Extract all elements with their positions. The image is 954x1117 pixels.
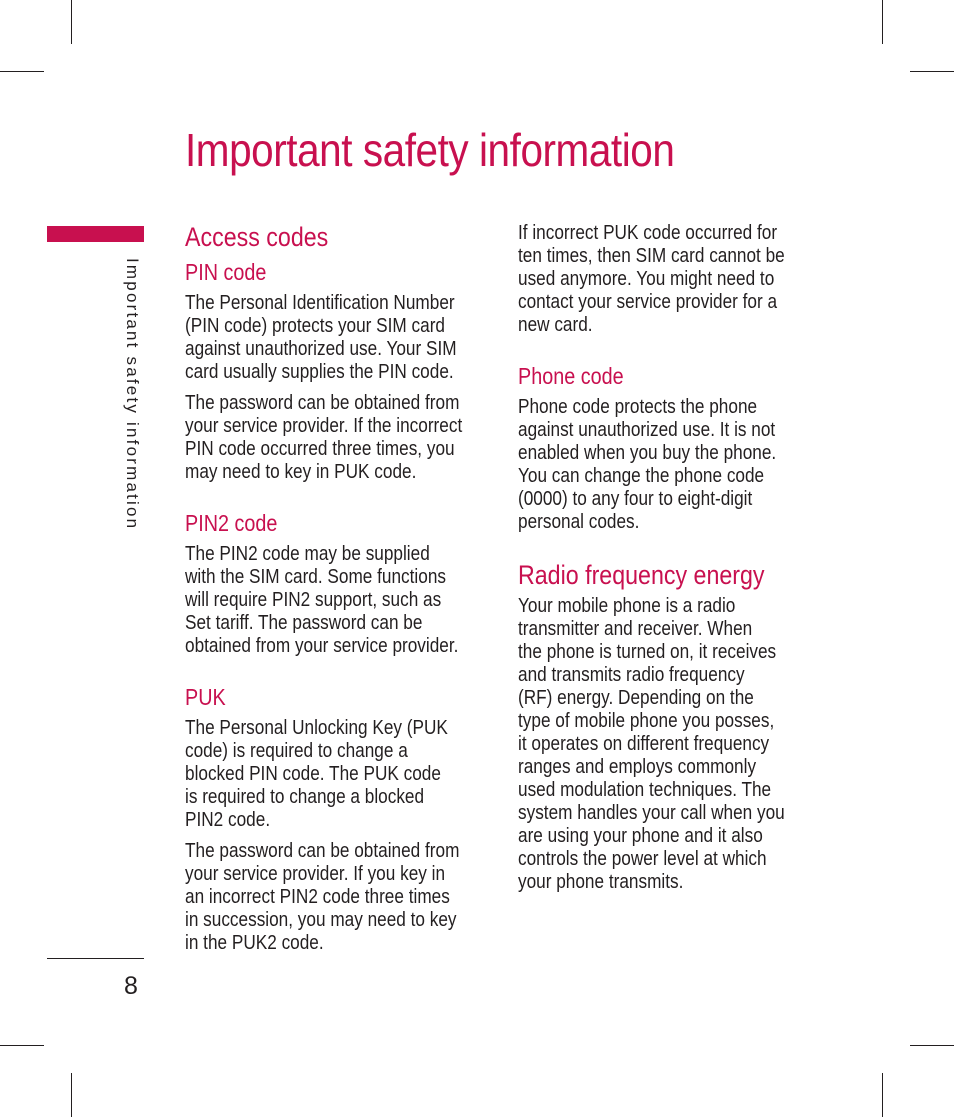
crop-mark <box>910 71 954 72</box>
paragraph: The password can be obtained from your service provider. If you key in an incorrect PIN2 code three times in succession, you may need to key in the PUK2 code. <box>185 840 460 954</box>
puk-continued-section <box>518 222 858 337</box>
crop-mark <box>882 1073 883 1117</box>
heading-phone-code: Phone code <box>518 363 624 389</box>
phone-code-section <box>518 361 858 534</box>
crop-mark <box>71 1073 72 1117</box>
paragraph: The password can be obtained from your service provider. If the incorrect PIN code occurred three times, you may need to key in PUK code. <box>185 392 463 483</box>
side-tab-label: Important safety information <box>123 258 142 531</box>
paragraph: Your mobile phone is a radio transmitter and receiver. When the phone is turned on, it receives and transmits radio frequency (RF) energy. Depending on the type of mobile phone you posses, it operates on different frequency ranges and employs commonly used modulation techniques. The system handles your call when you are using your phone and it also controls the power level at which your phone transmits. <box>518 595 785 893</box>
footer-divider <box>47 958 144 959</box>
pin2-code-section <box>185 508 525 658</box>
pin-code-section <box>185 257 525 484</box>
left-column <box>185 220 525 979</box>
crop-mark <box>0 1045 44 1046</box>
paragraph: The PIN2 code may be supplied with the SIM card. Some functions will require PIN2 support, such as Set tariff. The password can be obtained from your service provider. <box>185 543 459 657</box>
crop-mark <box>882 0 883 44</box>
puk-section <box>185 682 525 955</box>
crop-mark <box>0 71 44 72</box>
crop-mark <box>910 1045 954 1046</box>
heading-pin-code: PIN code <box>185 259 267 285</box>
heading-puk: PUK <box>185 684 226 710</box>
section-title-access-codes: Access codes <box>185 222 329 252</box>
paragraph: The Personal Unlocking Key (PUK code) is required to change a blocked PIN code. The PUK code is required to change a blocked PIN2 code. <box>185 717 448 831</box>
heading-pin2-code: PIN2 code <box>185 510 278 536</box>
section-title-radio-frequency: Radio frequency energy <box>518 560 765 590</box>
side-tab-marker <box>47 226 144 242</box>
paragraph: Phone code protects the phone against unauthorized use. It is not enabled when you buy the phone. You can change the phone code (0000) to any four to eight-digit personal codes. <box>518 396 777 533</box>
radio-frequency-section <box>518 558 858 894</box>
page-number: 8 <box>124 972 138 1000</box>
paragraph: The Personal Identification Number (PIN code) protects your SIM card against unauthorized use. Your SIM card usually supplies the PIN code. <box>185 292 457 383</box>
page-title: Important safety information <box>185 124 675 176</box>
right-column <box>518 222 858 918</box>
paragraph: If incorrect PUK code occurred for ten times, then SIM card cannot be used anymore. You might need to contact your service provider for a new card. <box>518 222 785 336</box>
crop-mark <box>71 0 72 44</box>
